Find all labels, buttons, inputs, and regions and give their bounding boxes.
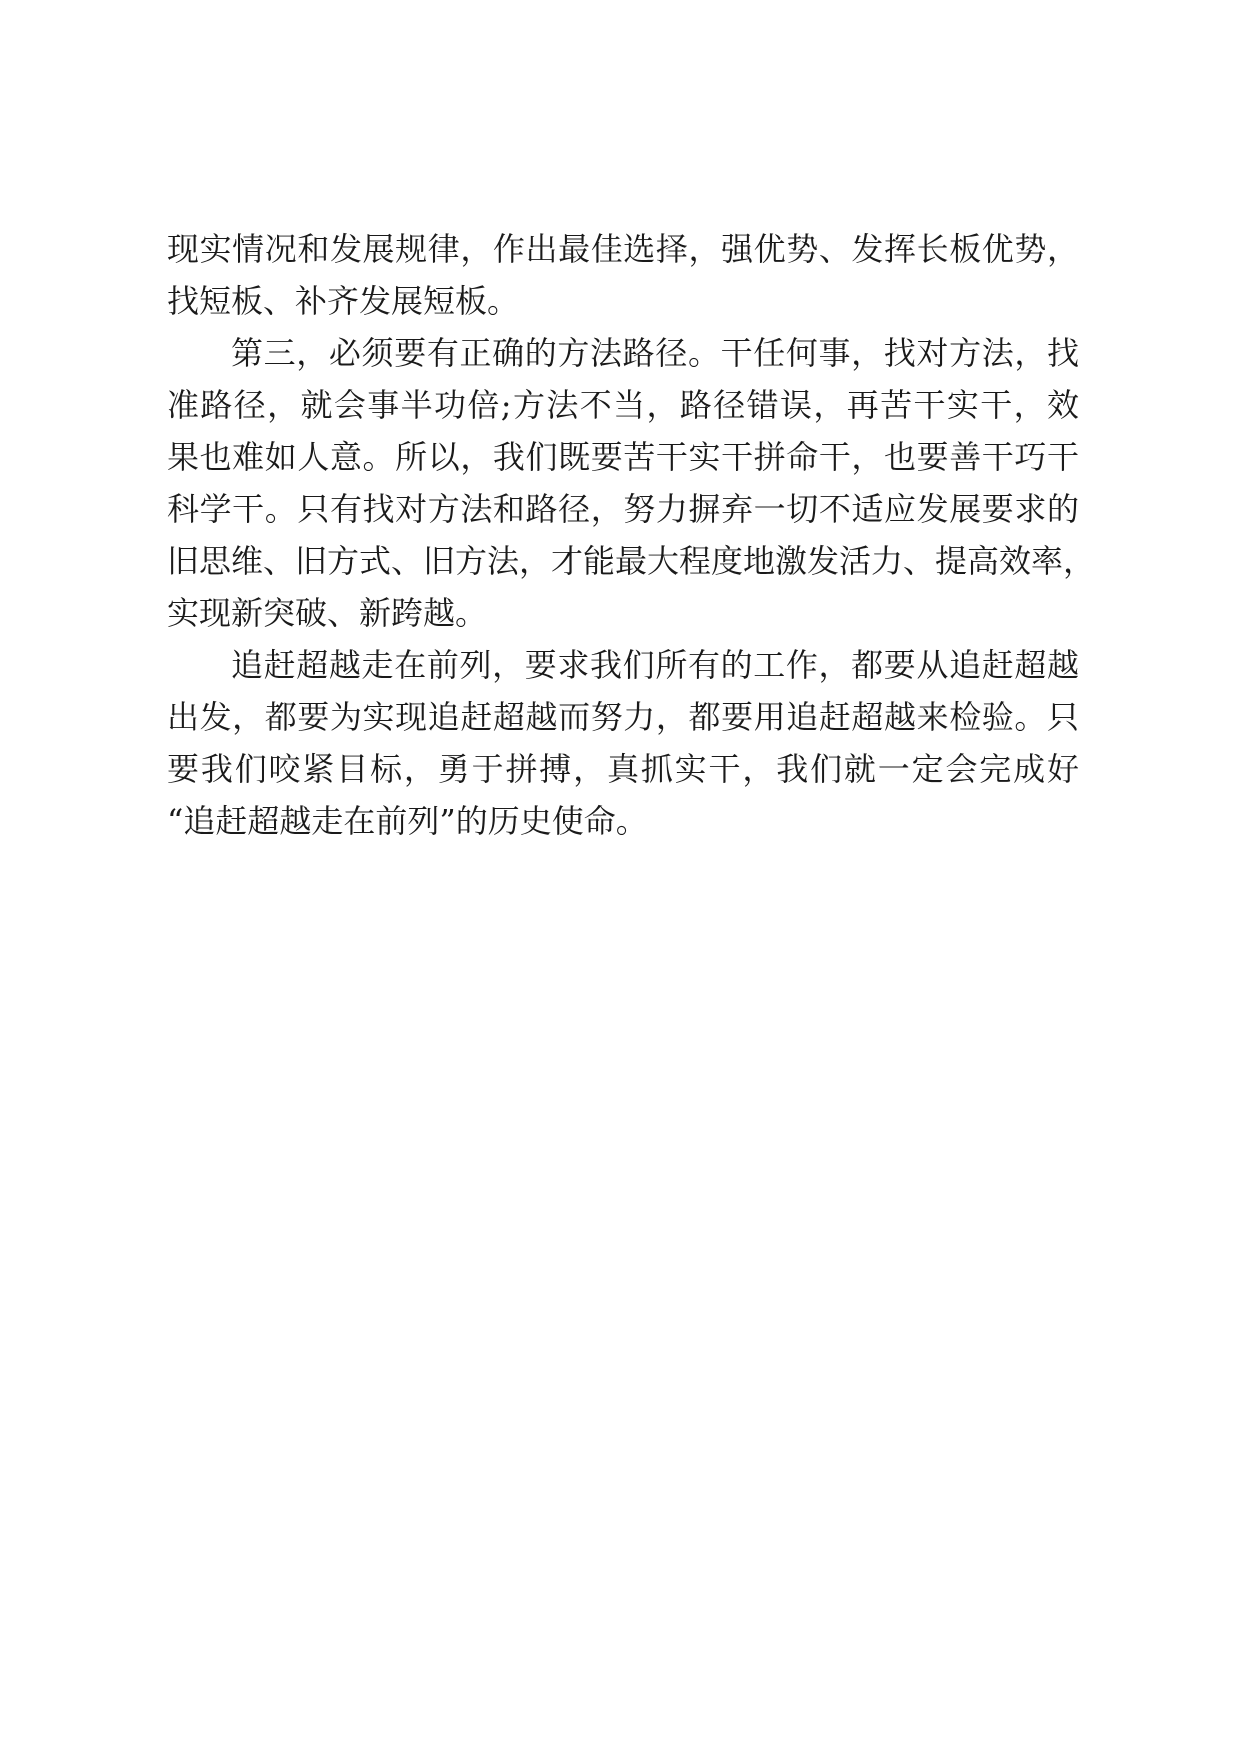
- paragraph-3: [167, 639, 1079, 847]
- text-line: 旧思维、旧方式、旧方法，才能最大程度地激发活力、提高效率，: [167, 542, 1096, 580]
- text-line: “追赶超越走在前列”的历史使命。: [167, 802, 648, 840]
- text-line: 第三，必须要有正确的方法路径。干任何事，找对方法，找: [231, 334, 1079, 372]
- paragraph-2: [167, 327, 1096, 639]
- text-line: 准路径，就会事半功倍;方法不当，路径错误，再苦干实干，效: [167, 386, 1079, 424]
- text-line: 要我们咬紧目标，勇于拼搏，真抓实干，我们就一定会完成好: [167, 750, 1079, 788]
- paragraph-1: [167, 223, 1079, 327]
- text-line: 科学干。只有找对方法和路径，努力摒弃一切不适应发展要求的: [167, 490, 1079, 528]
- text-line: 出发，都要为实现追赶超越而努力，都要用追赶超越来检验。只: [167, 698, 1079, 736]
- body-text: [167, 223, 1096, 847]
- text-line: 找短板、补齐发展短板。: [167, 282, 520, 320]
- text-line: 追赶超越走在前列，要求我们所有的工作，都要从追赶超越: [231, 646, 1079, 684]
- text-line: 现实情况和发展规律，作出最佳选择，强优势、发挥长板优势，: [167, 230, 1079, 268]
- text-line: 实现新突破、新跨越。: [167, 594, 488, 632]
- text-line: 果也难如人意。所以，我们既要苦干实干拼命干，也要善干巧干: [167, 438, 1079, 476]
